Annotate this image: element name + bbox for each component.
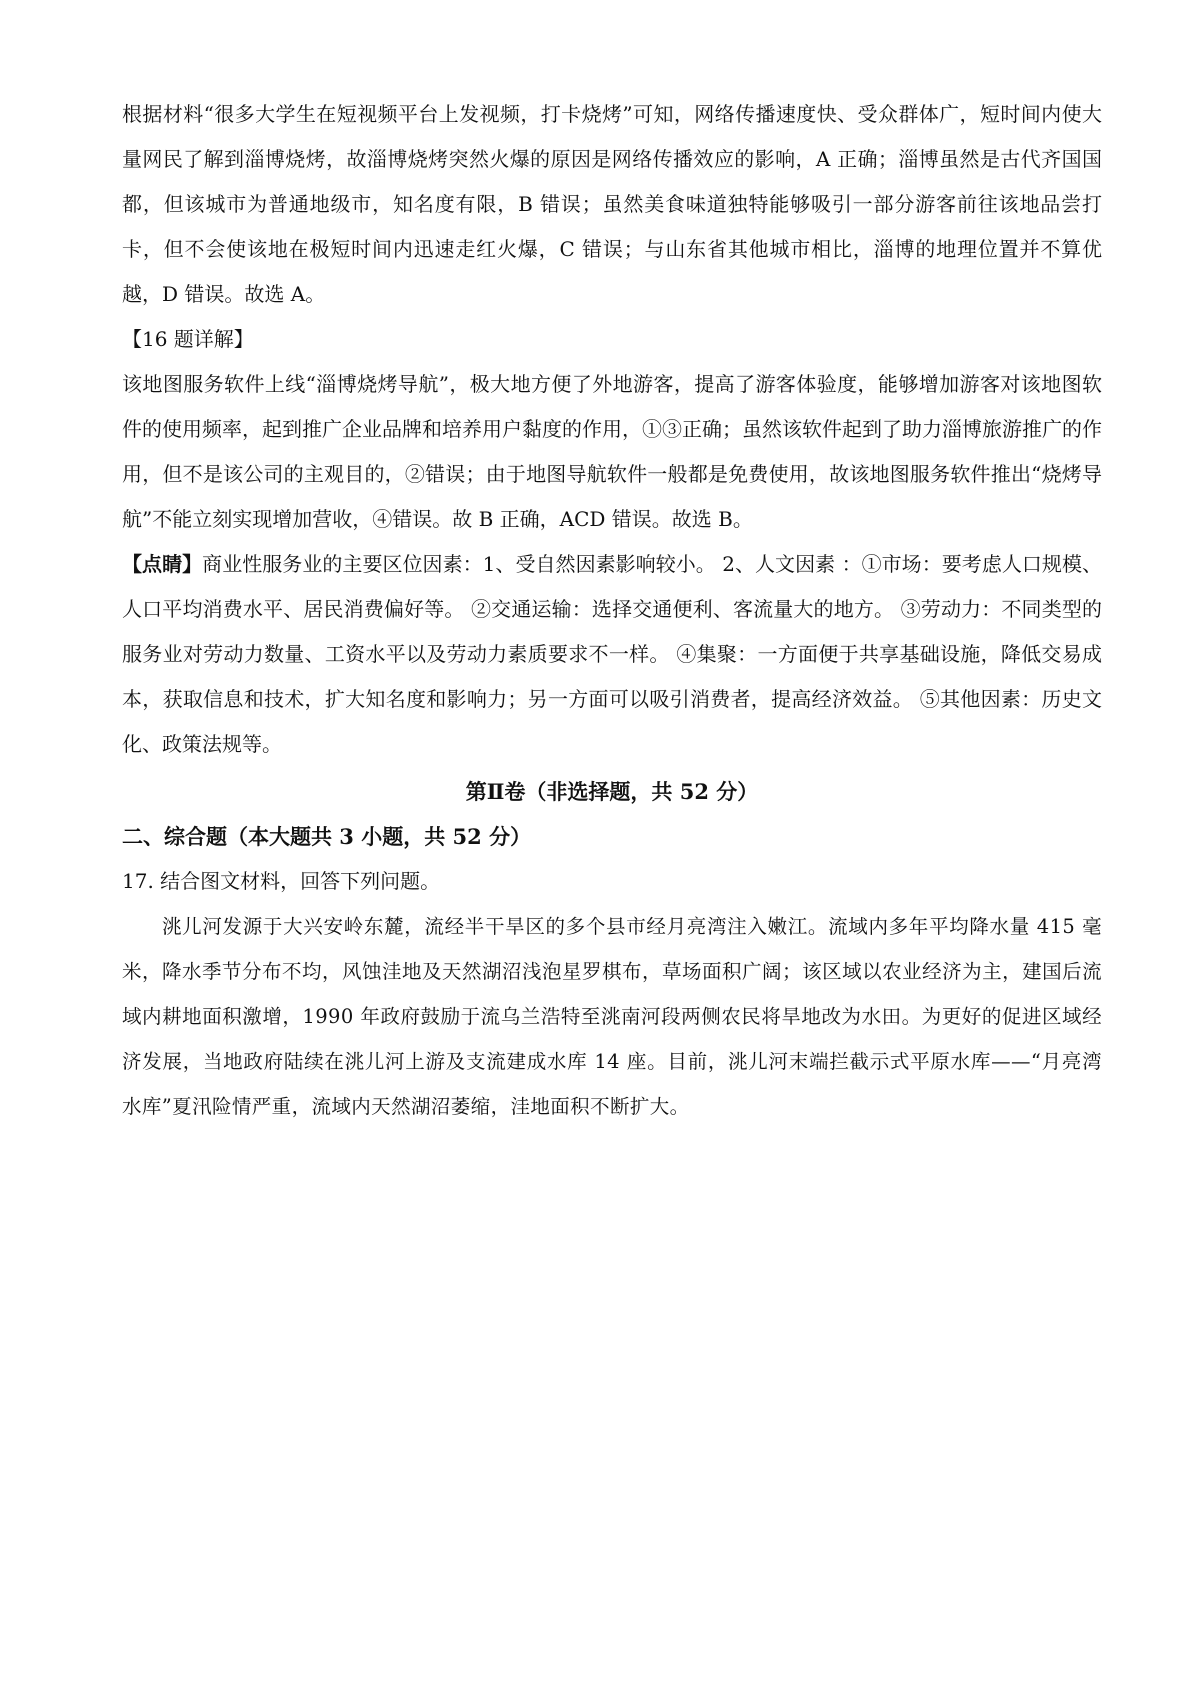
q15-explanation: 根据材料“很多大学生在短视频平台上发视频，打卡烧烤”可知，网络传播速度快、受众群体广，短时间内使大量网民了解到淄博烧烤，故淄博烧烤突然火爆的原因是网络传播效应的影响，A 正确；淄博虽然是古代齐国国都，但该城市为普通地级市，知名度有限，B 错误；虽然美食味道独特能够吸引一部分游客前往该地品尝打卡，但不会使该地在极短时间内迅速走红火爆，C 错误；与山东省其他城市相比，淄博的地理位置并不算优越，D 错误。故选 A。 [122,102,1102,306]
section-title: 二、综合题（本大题共 3 小题，共 52 分） [122,824,532,849]
note-text: 商业性服务业的主要区位因素：1、受自然因素影响较小。 2、人文因素 ：①市场：要考虑人口规模、人口平均消费水平、居民消费偏好等。 ②交通运输：选择交通便利、客流量大的地方。 ③劳动力：不同类型的服务业对劳动力数量、工资水平以及劳动力素质要求不一样。 ④集聚：一方面便于共享基础设施，降低交易成本，获取信息和技术，扩大知名度和影响力；另一方面可以吸引消费者，提高经济效益。 ⑤其他因素：历史文化、政策法规等。 [122,552,1103,756]
document-content [122,92,1102,1129]
part-title: 第Ⅱ卷（非选择题，共 52 分） [465,779,759,804]
q17-prompt: 17. 结合图文材料，回答下列问题。 [122,869,441,893]
q16-explanation: 该地图服务软件上线“淄博烧烤导航”，极大地方便了外地游客，提高了游客体验度，能够增加游客对该地图软件的使用频率，起到推广企业品牌和培养用户黏度的作用，①③正确；虽然该软件起到了助力淄博旅游推广的作用，但不是该公司的主观目的，②错误；由于地图导航软件一般都是免费使用，故该地图服务软件推出“烧烤导航”不能立刻实现增加营收，④错误。故 B 正确，ACD 错误。故选 B。 [122,372,1102,531]
q17-material: 洮儿河发源于大兴安岭东麓，流经半干旱区的多个县市经月亮湾注入嫩江。流域内多年平均降水量 415 毫米，降水季节分布不均，风蚀洼地及天然湖沼浅泡星罗棋布，草场面积广阔；该区域以农业经济为主，建国后流域内耕地面积激增，1990 年政府鼓励于流乌兰浩特至洮南河段两侧农民将旱地改为水田。为更好的促进区域经济发展，当地政府陆续在洮儿河上游及支流建成水库 14 座。目前，洮儿河末端拦截示式平原水库——“月亮湾水库”夏汛险情严重，流域内天然湖沼萎缩，洼地面积不断扩大。 [122,915,1102,1118]
note-label: 【点睛】 [122,552,203,576]
q16-label: 【16 题详解】 [122,327,254,351]
note-paragraph [122,542,1102,767]
